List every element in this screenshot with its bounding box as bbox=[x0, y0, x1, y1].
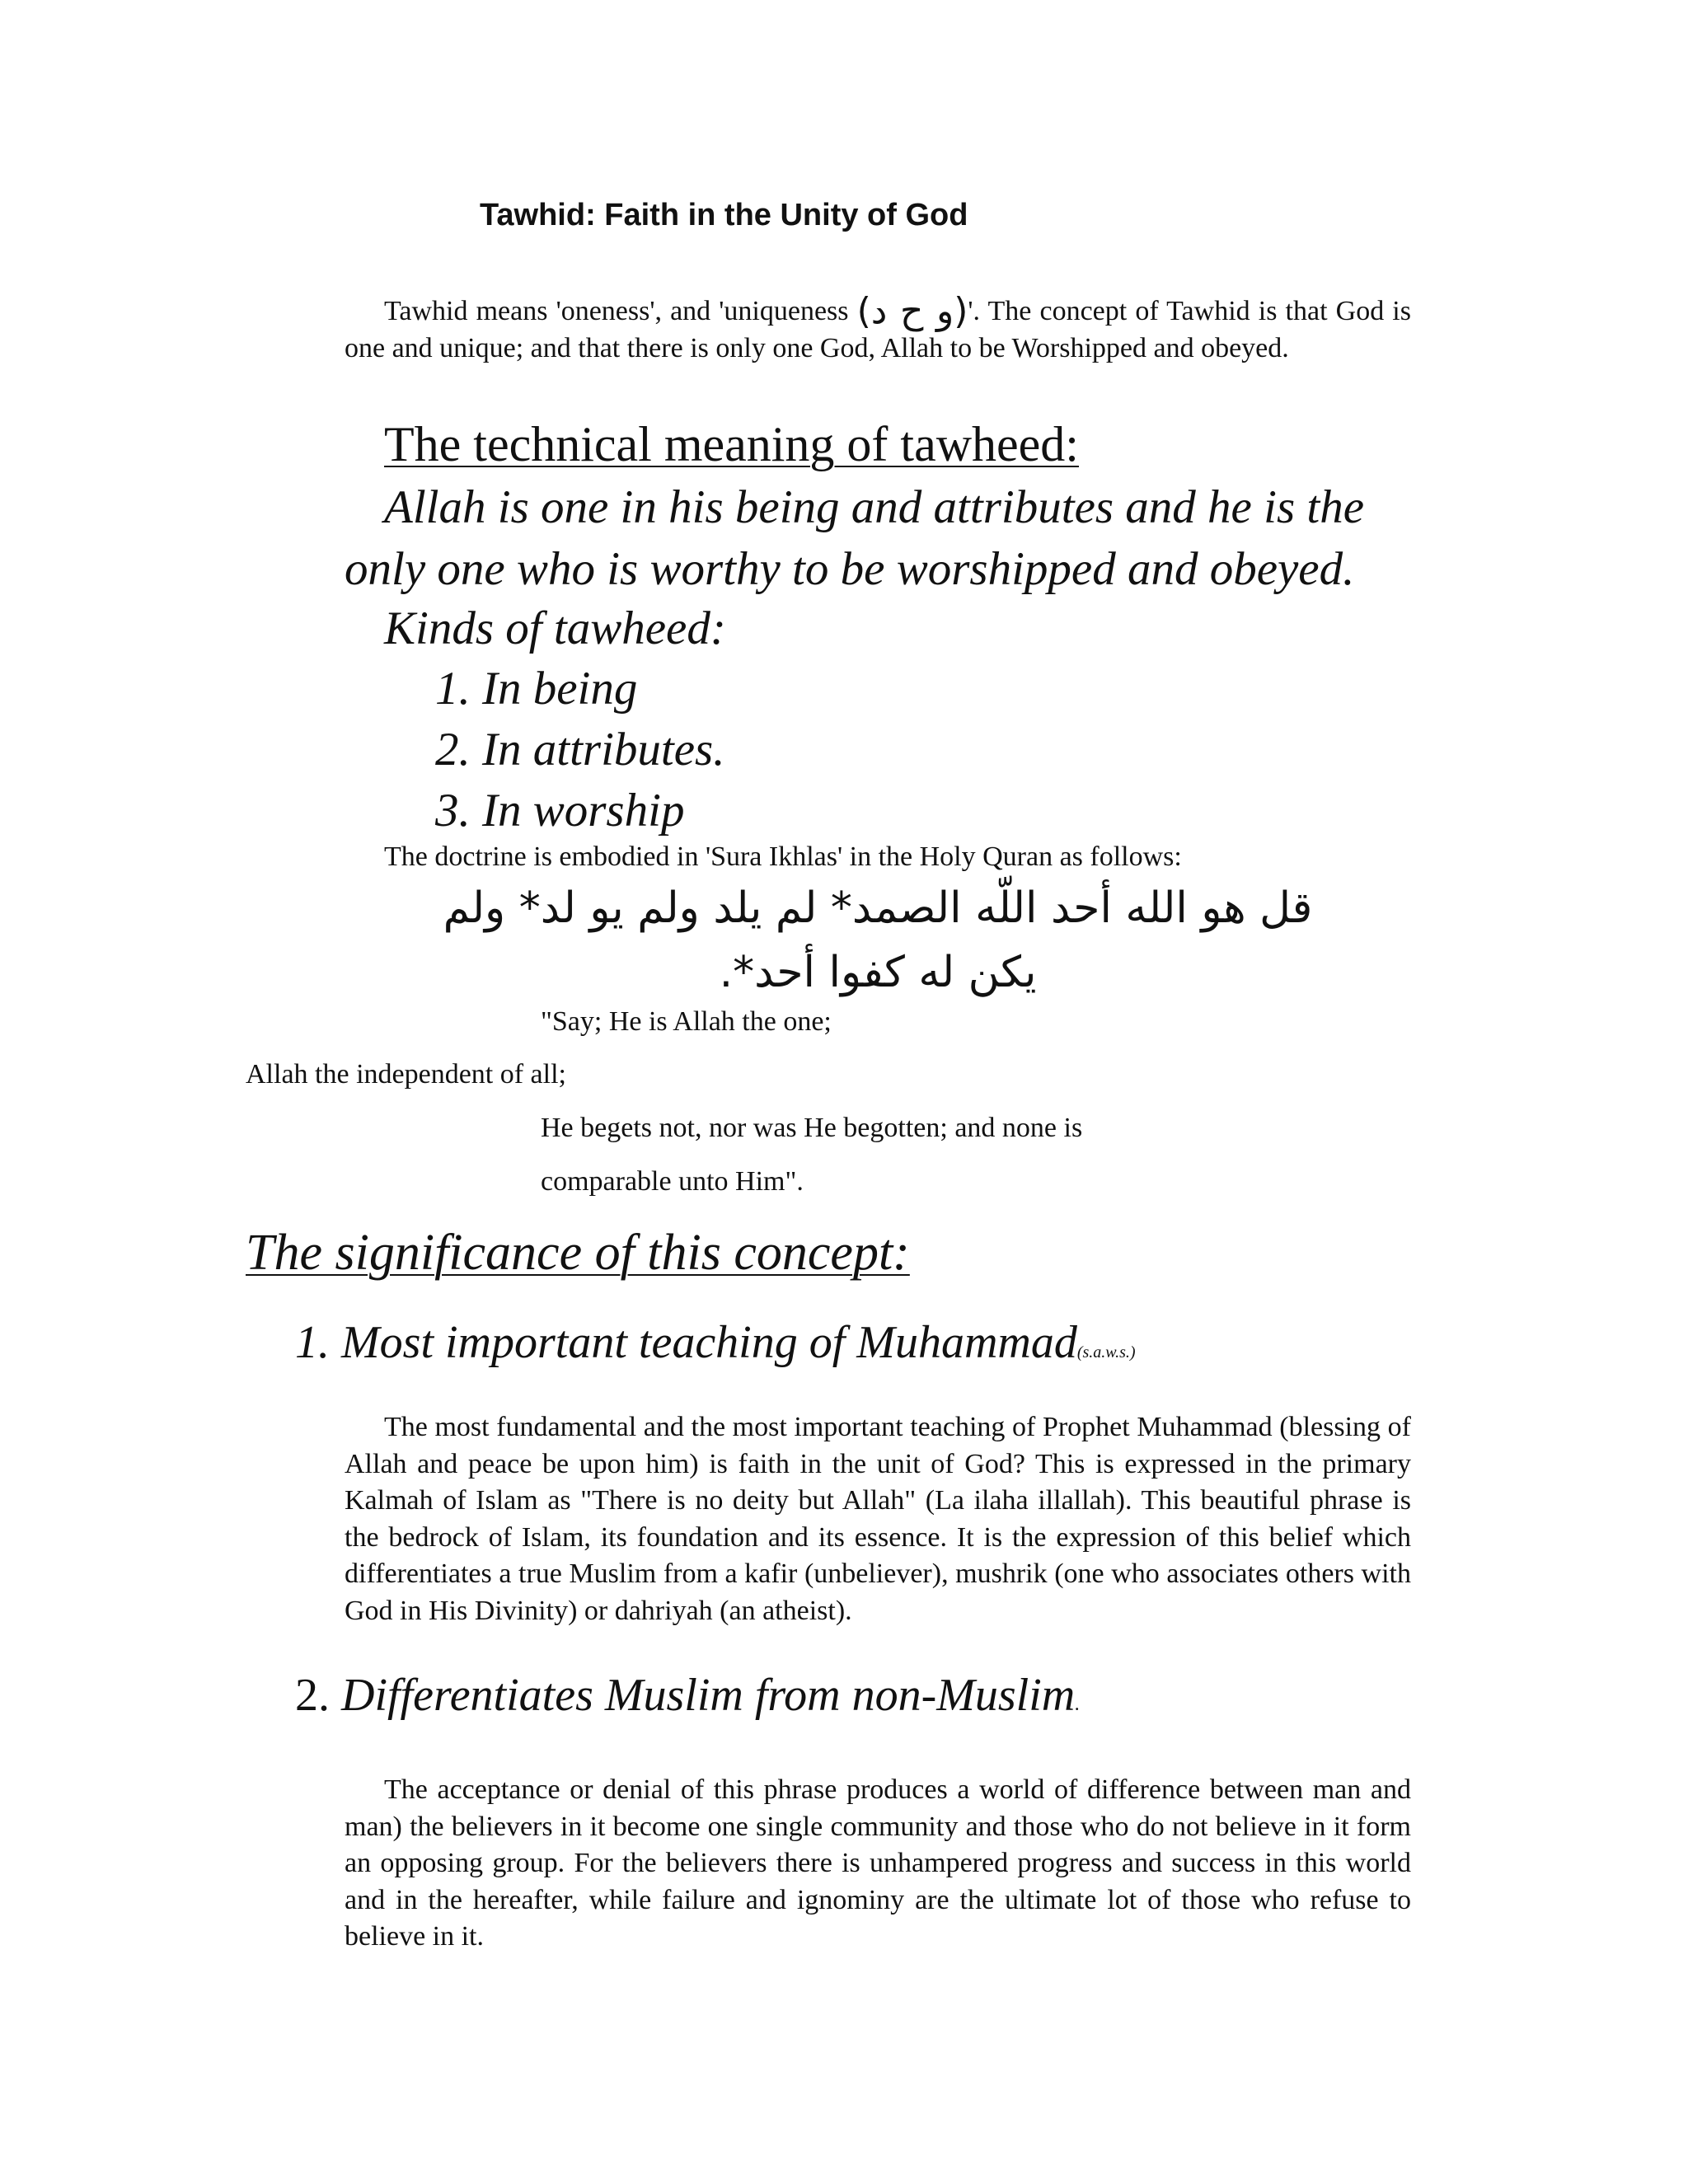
kinds-heading: Kinds of tawheed: bbox=[384, 602, 726, 654]
kind-item: 1. In being bbox=[435, 663, 638, 715]
arabic-root-letters: (و ح د) bbox=[856, 290, 968, 332]
kind-item: 2. In attributes. bbox=[435, 724, 725, 776]
technical-definition: Allah is one in his being and attributes and he is the only one who is worthy to be worshipped and obeyed. bbox=[345, 481, 1365, 595]
significance-heading: The significance of this concept: bbox=[246, 1225, 910, 1281]
translation-line: comparable unto Him". bbox=[541, 1166, 804, 1197]
translation-line: "Say; He is Allah the one; bbox=[541, 1006, 832, 1037]
point-title: Most important teaching of Muhammad bbox=[341, 1317, 1077, 1368]
arabic-verse-line-1: قل هو الله أحد اللّه الصمد* لم يلد ولم يو لد* ولم bbox=[443, 883, 1313, 933]
translation-line: He begets not, nor was He begotten; and none is bbox=[541, 1113, 1083, 1143]
arabic-verse-line-2: يكن له كفوا أحد*. bbox=[719, 948, 1037, 997]
point-heading bbox=[295, 1316, 1136, 1369]
technical-meaning-heading: The technical meaning of tawheed: bbox=[384, 417, 1079, 471]
point-title-suffix: . bbox=[1075, 1694, 1081, 1715]
kind-item: 3. In worship bbox=[435, 785, 685, 837]
point-title: Differentiates Muslim from non-Muslim bbox=[341, 1670, 1076, 1721]
page-title: Tawhid: Faith in the Unity of God bbox=[480, 198, 968, 232]
point-body: The acceptance or denial of this phrase produces a world of difference between man and man) the believers in it become one single community and those who do not believe in it form an opposing group. For the believers there is unhampered progress and success in this world and in the hereafter, while failure and ignominy are the ultimate lot of those who refuse to believe in it. bbox=[345, 1774, 1411, 1952]
point-body: The most fundamental and the most important teaching of Prophet Muhammad (blessing of Allah and peace be upon him) is faith in the unit of God? This is expressed in the primary Kalmah of Islam as "There is no deity but Allah" (La ilaha illallah). This beautiful phrase is the bedrock of Islam, its foundation and its essence. It is the expression of this belief which differentiates a true Muslim from a kafir (unbeliever), mushrik (one who associates others with God in His Divinity) or dahriyah (an atheist). bbox=[345, 1412, 1411, 1626]
point-number: 2. bbox=[295, 1670, 330, 1721]
doctrine-intro: The doctrine is embodied in 'Sura Ikhlas' in the Holy Quran as follows: bbox=[384, 841, 1182, 872]
point-heading bbox=[295, 1669, 1080, 1722]
intro-text-end: '. The concept of Tawhid is that God is one and unique; and that there is only one God, Allah to be Worshipped and obeyed. bbox=[345, 296, 1411, 363]
translation-line: Allah the independent of all; bbox=[246, 1059, 566, 1090]
point-number: 1. bbox=[295, 1317, 330, 1368]
intro-paragraph bbox=[345, 290, 1411, 367]
honorific-suffix: (s.a.w.s.) bbox=[1076, 1343, 1136, 1361]
intro-text-start: Tawhid means 'oneness', and 'uniqueness bbox=[384, 296, 849, 326]
